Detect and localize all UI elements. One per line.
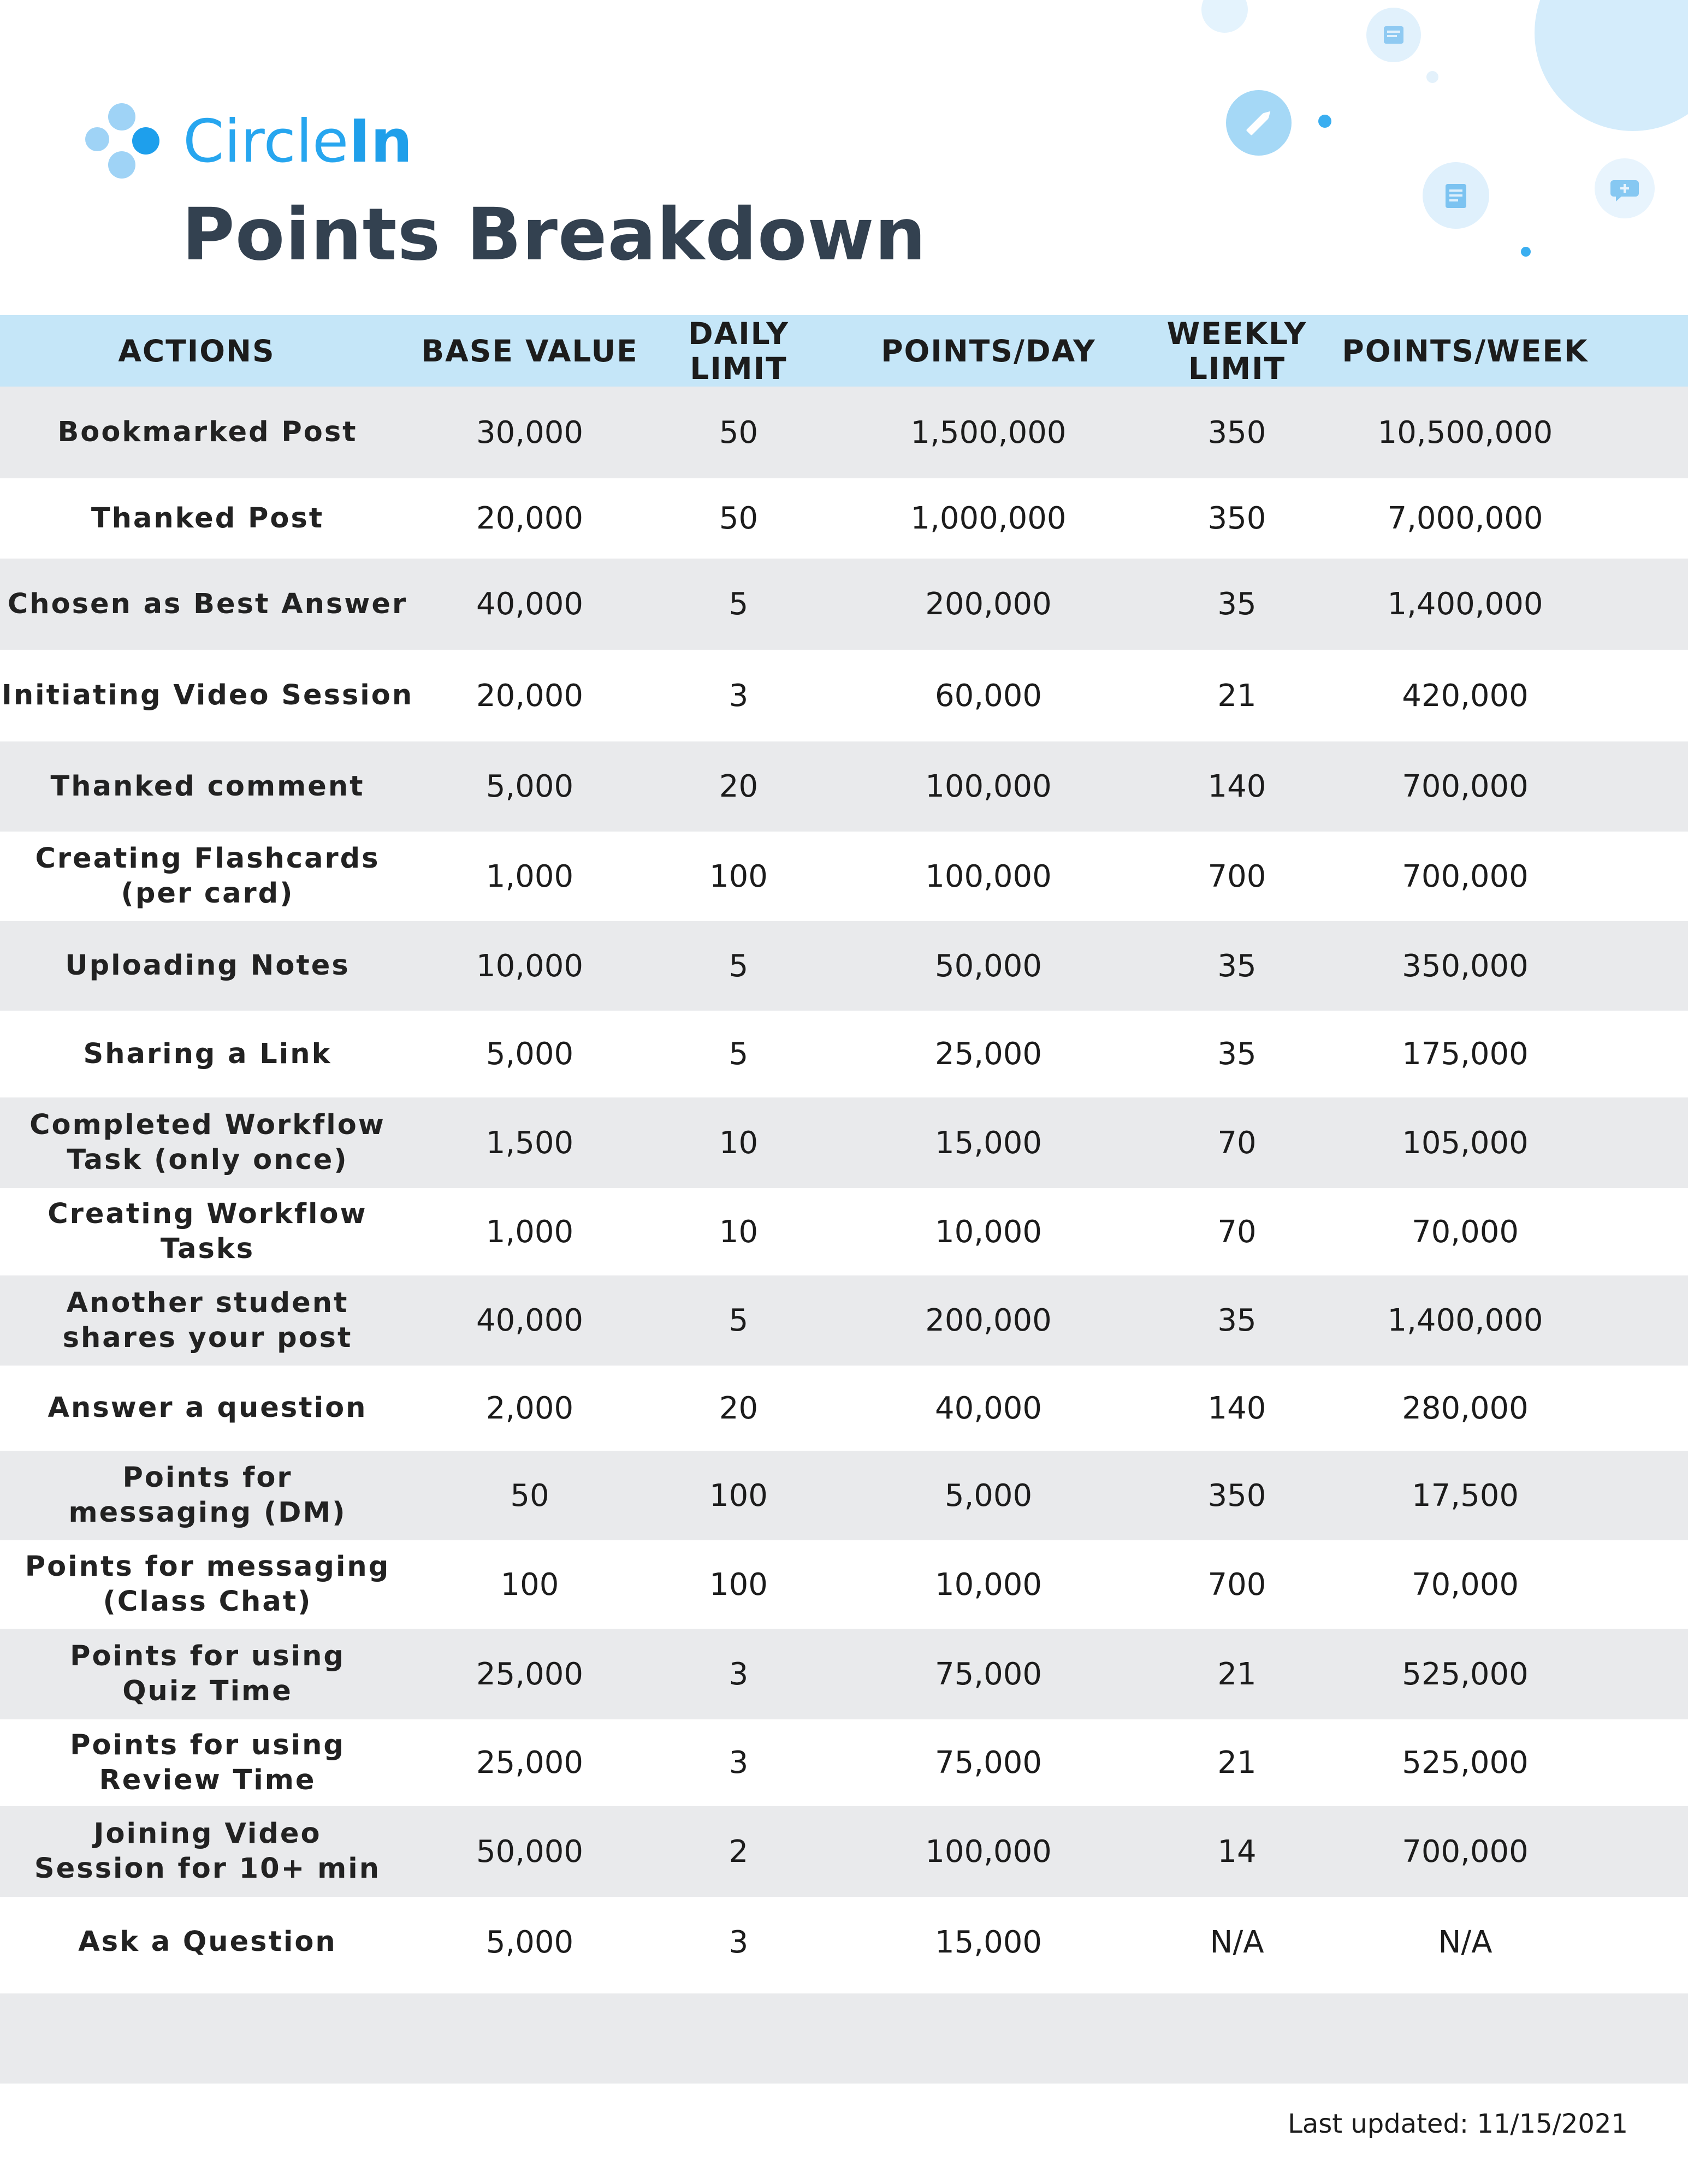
weekly-limit-cell: 70 [1217, 1125, 1257, 1161]
table-empty-band [0, 1993, 1688, 2084]
logo-dot [108, 103, 135, 130]
action-label-line: Task (only once) [67, 1144, 348, 1176]
col-header-weekly-limit: WEEKLY LIMIT [1166, 316, 1307, 386]
points-week-cell: 17,500 [1412, 1477, 1519, 1514]
action-label-line: Chosen as Best Answer [7, 587, 408, 620]
action-label-line: Creating Workflow Tasks [48, 1198, 368, 1265]
daily-limit-cell: 50 [719, 414, 759, 450]
logo-dot [108, 151, 135, 179]
decor-bubble-large [1535, 0, 1688, 131]
base-value-cell: 1,000 [485, 1214, 574, 1250]
base-value-cell: 5,000 [485, 1924, 574, 1960]
points-week-cell: 1,400,000 [1387, 1303, 1543, 1338]
table-row [0, 1540, 1688, 1629]
weekly-limit-cell: 21 [1217, 1745, 1257, 1781]
action-label-line: Points for using [70, 1640, 345, 1672]
daily-limit-cell: 10 [719, 1214, 759, 1250]
points-day-cell: 100,000 [925, 858, 1052, 894]
table-row [0, 1366, 1688, 1451]
weekly-limit-cell: N/A [1210, 1924, 1264, 1960]
brand-logo [82, 101, 413, 183]
table-row [0, 650, 1688, 741]
table-row [0, 1897, 1688, 1987]
action-cell [0, 1011, 415, 1097]
points-day-cell: 15,000 [935, 1125, 1042, 1161]
table-row [0, 1451, 1688, 1540]
document-icon [1423, 162, 1489, 229]
action-cell [0, 1097, 415, 1188]
action-cell [0, 478, 415, 559]
action-label-line: Quiz Time [122, 1675, 293, 1707]
weekly-limit-cell: 70 [1217, 1214, 1257, 1250]
logo-dot [85, 127, 109, 151]
points-day-cell: 50,000 [935, 948, 1042, 984]
action-cell [0, 1188, 415, 1275]
table-row [0, 1097, 1688, 1188]
daily-limit-cell: 3 [728, 1924, 749, 1960]
base-value-cell: 50,000 [476, 1833, 583, 1870]
points-day-cell: 200,000 [925, 586, 1052, 622]
action-label-line: Answer a question [48, 1392, 368, 1424]
points-week-cell: 350,000 [1402, 948, 1529, 984]
action-label-line: Creating Flashcards [35, 842, 380, 875]
table-row [0, 478, 1688, 559]
col-header-points-day: POINTS/DAY [881, 333, 1096, 369]
action-cell [0, 1275, 415, 1366]
points-week-cell: 700,000 [1402, 858, 1529, 894]
action-label-line: Sharing a Link [83, 1037, 332, 1070]
weekly-limit-cell: 35 [1217, 948, 1257, 984]
col-header-actions: ACTIONS [118, 333, 275, 369]
base-value-cell: 2,000 [485, 1390, 574, 1426]
points-week-cell: 525,000 [1402, 1656, 1529, 1692]
action-label-line: Review Time [99, 1764, 316, 1796]
points-week-cell: 1,400,000 [1387, 586, 1543, 622]
weekly-limit-cell: 35 [1217, 586, 1257, 622]
base-value-cell: 20,000 [476, 501, 583, 536]
action-cell [0, 1806, 415, 1897]
note-icon [1366, 8, 1421, 62]
points-table [0, 315, 1688, 1987]
action-label-line: Thanked Post [91, 502, 324, 535]
points-week-cell: 525,000 [1402, 1745, 1529, 1781]
base-value-cell: 40,000 [476, 586, 583, 622]
table-row [0, 1275, 1688, 1366]
action-label-line: Joining Video [93, 1818, 322, 1850]
base-value-cell: 5,000 [485, 769, 574, 804]
points-day-cell: 15,000 [935, 1924, 1042, 1960]
daily-limit-cell: 50 [719, 501, 759, 536]
base-value-cell: 50 [510, 1477, 549, 1514]
table-row [0, 559, 1688, 650]
page-title: Points Breakdown [182, 193, 927, 277]
points-week-cell: 70,000 [1412, 1214, 1519, 1250]
points-day-cell: 5,000 [944, 1477, 1033, 1514]
action-label-line: Bookmarked Post [57, 416, 358, 448]
daily-limit-cell: 5 [728, 1036, 749, 1072]
logo-dot [132, 127, 159, 155]
table-row [0, 741, 1688, 832]
daily-limit-cell: 20 [719, 1390, 759, 1426]
decor-dot [1318, 115, 1331, 128]
weekly-limit-cell: 350 [1207, 1477, 1266, 1514]
daily-limit-cell: 100 [709, 1477, 768, 1514]
points-day-cell: 1,000,000 [910, 501, 1067, 536]
action-label-line: Uploading Notes [65, 949, 350, 982]
chat-plus-icon [1595, 158, 1655, 218]
daily-limit-cell: 20 [719, 769, 759, 804]
weekly-limit-cell: 140 [1207, 769, 1266, 804]
daily-limit-cell: 5 [728, 948, 749, 984]
points-week-cell: 280,000 [1402, 1390, 1529, 1426]
table-row [0, 1629, 1688, 1719]
table-row [0, 1806, 1688, 1897]
col-header-daily-limit: DAILY LIMIT [688, 316, 789, 386]
action-label-line: Points for [122, 1462, 293, 1494]
brand-name-bold: In [348, 108, 413, 176]
weekly-limit-cell: 700 [1207, 858, 1266, 894]
action-cell [0, 832, 415, 921]
daily-limit-cell: 2 [728, 1833, 749, 1870]
daily-limit-cell: 100 [709, 1566, 768, 1603]
points-week-cell: 175,000 [1402, 1036, 1529, 1072]
points-week-cell: 105,000 [1402, 1125, 1529, 1161]
points-week-cell: 700,000 [1402, 769, 1529, 804]
points-day-cell: 100,000 [925, 1833, 1052, 1870]
base-value-cell: 5,000 [485, 1036, 574, 1072]
table-row [0, 1188, 1688, 1275]
points-day-cell: 200,000 [925, 1303, 1052, 1338]
points-day-cell: 10,000 [935, 1214, 1042, 1250]
action-cell [0, 921, 415, 1011]
points-week-cell: 7,000,000 [1387, 501, 1543, 536]
points-day-cell: 1,500,000 [910, 414, 1067, 450]
weekly-limit-cell: 350 [1207, 501, 1266, 536]
col-header-base-value: BASE VALUE [421, 333, 638, 369]
daily-limit-cell: 10 [719, 1125, 759, 1161]
weekly-limit-cell: 140 [1207, 1390, 1266, 1426]
weekly-limit-cell: 35 [1217, 1303, 1257, 1338]
weekly-limit-cell: 14 [1217, 1833, 1257, 1870]
base-value-cell: 25,000 [476, 1656, 583, 1692]
points-day-cell: 75,000 [935, 1745, 1042, 1781]
table-row [0, 921, 1688, 1011]
action-cell [0, 1897, 415, 1987]
daily-limit-cell: 100 [709, 858, 768, 894]
weekly-limit-cell: 21 [1217, 1656, 1257, 1692]
base-value-cell: 1,000 [485, 858, 574, 894]
daily-limit-cell: 3 [728, 1745, 749, 1781]
base-value-cell: 20,000 [476, 678, 583, 714]
points-day-cell: 75,000 [935, 1656, 1042, 1692]
brand-name [183, 101, 412, 183]
action-cell [0, 650, 415, 741]
action-label-line: (Class Chat) [103, 1586, 312, 1618]
base-value-cell: 40,000 [476, 1303, 583, 1338]
action-cell [0, 1719, 415, 1806]
action-label-line: Initiating Video Session [1, 679, 414, 711]
daily-limit-cell: 3 [728, 678, 749, 714]
base-value-cell: 25,000 [476, 1745, 583, 1781]
action-label-line: messaging (DM) [68, 1497, 347, 1529]
action-label-line: Session for 10+ min [34, 1853, 381, 1885]
daily-limit-cell: 5 [728, 586, 749, 622]
table-header-row [0, 315, 1688, 387]
table-row [0, 1011, 1688, 1097]
points-day-cell: 25,000 [935, 1036, 1042, 1072]
weekly-limit-cell: 700 [1207, 1566, 1266, 1603]
action-cell [0, 559, 415, 650]
action-cell [0, 1451, 415, 1540]
decor-dot [1521, 247, 1531, 257]
action-cell [0, 741, 415, 832]
last-updated: Last updated: 11/15/2021 [1288, 2109, 1628, 2139]
pencil-icon [1226, 90, 1292, 156]
base-value-cell: 10,000 [476, 948, 583, 984]
action-label-line: Another student [66, 1286, 349, 1319]
brand-name-light: Circle [183, 108, 349, 176]
col-header-points-week: POINTS/WEEK [1342, 333, 1589, 369]
action-label-line: shares your post [62, 1321, 353, 1354]
action-label-line: Points for messaging [25, 1551, 390, 1583]
weekly-limit-cell: 21 [1217, 678, 1257, 714]
points-week-cell: 10,500,000 [1377, 414, 1553, 450]
table-row [0, 387, 1688, 478]
action-label-line: Points for using [70, 1729, 345, 1761]
weekly-limit-cell: 35 [1217, 1036, 1257, 1072]
daily-limit-cell: 3 [728, 1656, 749, 1692]
action-label-line: Completed Workflow [29, 1109, 386, 1141]
table-row [0, 1719, 1688, 1806]
action-label-line: Ask a Question [78, 1926, 337, 1958]
action-cell [0, 1540, 415, 1629]
action-cell [0, 1629, 415, 1719]
base-value-cell: 30,000 [476, 414, 583, 450]
weekly-limit-cell: 350 [1207, 414, 1266, 450]
decor-bubble-small [1201, 0, 1248, 33]
base-value-cell: 100 [500, 1566, 559, 1603]
points-week-cell: N/A [1438, 1924, 1492, 1960]
points-day-cell: 60,000 [935, 678, 1042, 714]
decor-dot [1426, 71, 1438, 83]
table-row [0, 832, 1688, 921]
points-week-cell: 420,000 [1402, 678, 1529, 714]
action-cell [0, 1366, 415, 1451]
action-label-line: (per card) [121, 877, 294, 910]
points-day-cell: 40,000 [935, 1390, 1042, 1426]
base-value-cell: 1,500 [485, 1125, 574, 1161]
daily-limit-cell: 5 [728, 1303, 749, 1338]
action-label-line: Thanked comment [50, 770, 365, 803]
points-week-cell: 700,000 [1402, 1833, 1529, 1870]
action-cell [0, 387, 415, 478]
points-day-cell: 100,000 [925, 769, 1052, 804]
points-week-cell: 70,000 [1412, 1566, 1519, 1603]
points-day-cell: 10,000 [935, 1566, 1042, 1603]
